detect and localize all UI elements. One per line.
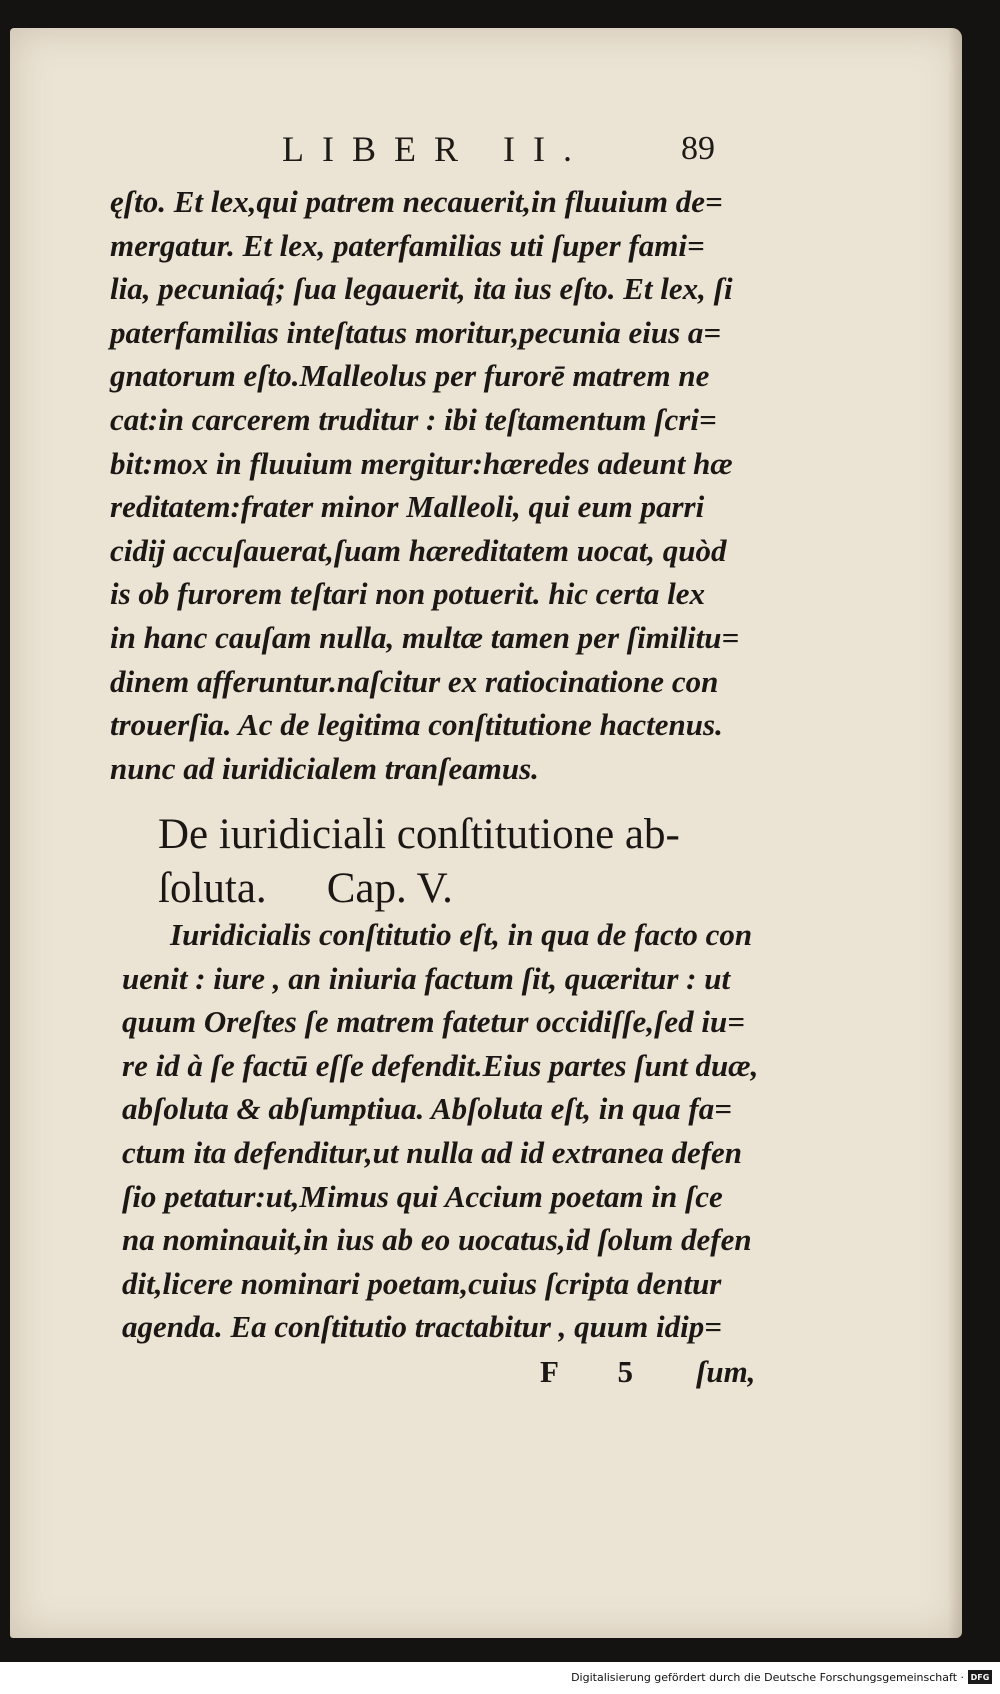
text-line: uenit : iure , an iniuria factum ſit, quæritur : ut xyxy=(122,960,731,996)
heading-word: ſoluta. xyxy=(158,865,267,912)
text-line: re id à ſe factū eſſe defendit.Eius partes ſunt duæ, xyxy=(122,1047,759,1083)
text-line: nunc ad iuridicialem tranſeamus. xyxy=(110,750,539,786)
text-line: Iuridicialis conſtitutio eſt, in qua de facto con xyxy=(170,917,753,952)
text-line: dinem afferuntur.naſcitur ex ratiocinatione con xyxy=(110,663,719,699)
book-page xyxy=(10,28,962,1638)
dfg-logo-icon: DFG xyxy=(968,1670,992,1684)
paragraph-legal-cases xyxy=(110,180,750,790)
running-title: LIBER II. xyxy=(282,129,590,169)
page-number: 89 xyxy=(681,130,715,167)
heading-line-2 xyxy=(158,862,758,916)
text-line: reditatem:frater minor Malleoli, qui eum parri xyxy=(110,489,705,525)
paragraph-iuridicialis xyxy=(122,913,762,1349)
chapter-number: Cap. V. xyxy=(326,865,453,912)
chapter-heading xyxy=(158,808,758,916)
funding-credit: Digitalisierung gefördert durch die Deutsche Forschungsgemeinschaft · xyxy=(571,1671,964,1684)
text-line: in hanc cauſam nulla, multæ tamen per ſimilitu= xyxy=(110,619,740,655)
text-line: is ob furorem teſtari non potuerit. hic certa lex xyxy=(110,576,706,612)
text-line: ęſto. Et lex,qui patrem necauerit,in fluuium de= xyxy=(110,184,723,219)
signature-mark: F 5 xyxy=(540,1354,660,1389)
signature-row xyxy=(10,1348,962,1392)
text-line: lia, pecuniaq́; ſua legauerit, ita ius eſto. Et lex, ſi xyxy=(110,271,733,307)
text-line: gnatorum eſto.Malleolus per furorē matrem ne xyxy=(110,358,710,394)
text-line: trouerſia. Ac de legitima conſtitutione hactenus. xyxy=(110,707,723,743)
catchword: ſum, xyxy=(696,1354,756,1389)
text-line: abſoluta & abſumptiua. Abſoluta eſt, in qua fa= xyxy=(122,1091,732,1127)
text-line: quum Oreſtes ſe matrem fatetur occidiſſe,ſed iu= xyxy=(122,1004,745,1040)
text-line: bit:mox in fluuium mergitur:hæredes adeunt hæ xyxy=(110,445,733,481)
text-line: ſio petatur:ut,Mimus qui Accium poetam in ſce xyxy=(122,1178,723,1214)
text-line: agenda. Ea conſtitutio tractabitur , quum idip= xyxy=(122,1309,722,1345)
text-line: na nominauit,in ius ab eo uocatus,id ſolum defen xyxy=(122,1222,752,1258)
text-line: mergatur. Et lex, paterfamilias uti ſuper fami= xyxy=(110,227,705,263)
text-line: paterfamilias inteſtatus moritur,pecunia eius a= xyxy=(110,314,722,350)
page-header xyxy=(10,108,962,168)
text-line: cidij accuſauerat,ſuam hæreditatem uocat, quòd xyxy=(110,532,727,568)
text-line: ctum ita defenditur,ut nulla ad id extranea defen xyxy=(122,1134,743,1170)
heading-line-1: De iuridiciali conſtitutione ab- xyxy=(158,811,680,858)
text-line: cat:in carcerem truditur : ibi teſtamentum ſcri= xyxy=(110,401,717,437)
text-line: dit,licere nominari poetam,cuius ſcripta dentur xyxy=(122,1265,722,1301)
page-edge-shadow xyxy=(948,28,962,1638)
digitization-footer xyxy=(0,1662,1000,1694)
